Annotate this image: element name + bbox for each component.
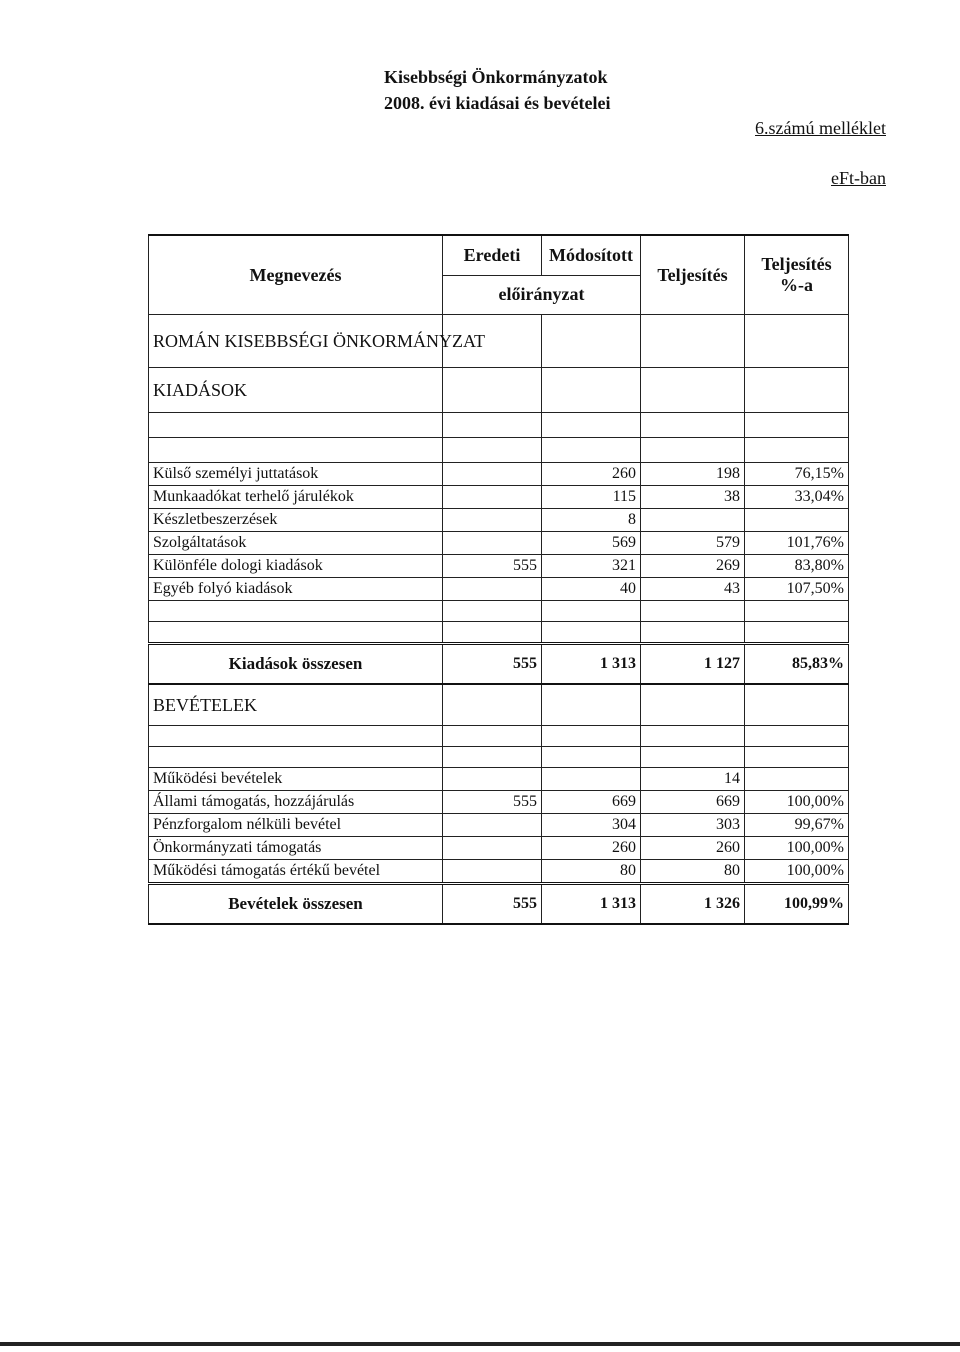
cell-mod: 8 [542,509,641,532]
spacer-row [149,622,849,644]
cell-act: 579 [641,532,745,555]
cell-act: 303 [641,814,745,837]
cell-orig [443,837,542,860]
table-row [149,463,849,486]
org-row [149,315,849,368]
revenues-total-row [149,884,849,925]
expenses-total-row [149,644,849,685]
cell-name: Készletbeszerzések [149,509,443,532]
cell-name: Önkormányzati támogatás [149,837,443,860]
cell-act: 669 [641,791,745,814]
cell-name: Pénzforgalom nélküli bevétel [149,814,443,837]
revenues-total-act: 1 326 [641,884,745,925]
cell-pct: 107,50% [745,578,849,601]
table-row [149,860,849,884]
org-name: ROMÁN KISEBBSÉGI ÖNKORMÁNYZAT [149,315,443,368]
col-header-name: Megnevezés [149,235,443,315]
cell-mod: 40 [542,578,641,601]
cell-name: Különféle dologi kiadások [149,555,443,578]
unit-label: eFt-ban [831,168,886,188]
cell-orig: 555 [443,555,542,578]
revenues-total-mod: 1 313 [542,884,641,925]
table-row [149,532,849,555]
col-header-modified: Módosított [542,235,641,275]
cell-pct: 33,04% [745,486,849,509]
table-row [149,486,849,509]
expenses-section-row [149,368,849,413]
table-header-row [149,235,849,275]
spacer-row [149,413,849,438]
cell-act [641,509,745,532]
cell-orig [443,463,542,486]
cell-pct: 100,00% [745,860,849,884]
cell-mod: 304 [542,814,641,837]
cell-orig [443,486,542,509]
expenses-total-pct: 85,83% [745,644,849,685]
cell-pct: 100,00% [745,837,849,860]
cell-mod: 569 [542,532,641,555]
annex-label: 6.számú melléklet [755,118,886,138]
cell-pct [745,768,849,791]
cell-pct: 83,80% [745,555,849,578]
cell-act: 14 [641,768,745,791]
cell-mod: 321 [542,555,641,578]
spacer-row [149,747,849,768]
cell-orig [443,509,542,532]
cell-orig [443,768,542,791]
col-header-actual-pct-line1: Teljesítés [761,254,832,274]
revenues-total-orig: 555 [443,884,542,925]
table-row [149,837,849,860]
cell-pct: 76,15% [745,463,849,486]
expenses-total-label: Kiadások összesen [149,644,443,685]
cell-mod [542,768,641,791]
cell-orig: 555 [443,791,542,814]
cell-act: 43 [641,578,745,601]
table-row [149,791,849,814]
table-row [149,768,849,791]
expenses-label: KIADÁSOK [149,368,443,413]
cell-act: 269 [641,555,745,578]
col-header-actual: Teljesítés [641,235,745,315]
cell-act: 80 [641,860,745,884]
cell-name: Működési támogatás értékű bevétel [149,860,443,884]
spacer-row [149,438,849,463]
revenues-total-pct: 100,99% [745,884,849,925]
col-header-actual-pct [745,235,849,315]
expenses-total-act: 1 127 [641,644,745,685]
document-title: Kisebbségi Önkormányzatok [384,67,608,87]
revenues-section-row [149,684,849,726]
col-header-original: Eredeti [443,235,542,275]
cell-name: Szolgáltatások [149,532,443,555]
col-header-appropriation: előirányzat [443,275,641,315]
cell-pct: 100,00% [745,791,849,814]
cell-mod: 260 [542,837,641,860]
budget-table [148,234,848,925]
cell-mod: 669 [542,791,641,814]
cell-name: Állami támogatás, hozzájárulás [149,791,443,814]
cell-name: Működési bevételek [149,768,443,791]
spacer-row [149,726,849,747]
table-row [149,509,849,532]
spacer-row [149,601,849,622]
cell-pct: 101,76% [745,532,849,555]
revenues-label: BEVÉTELEK [149,684,443,726]
cell-name: Külső személyi juttatások [149,463,443,486]
expenses-total-orig: 555 [443,644,542,685]
table-row [149,555,849,578]
cell-pct [745,509,849,532]
cell-mod: 260 [542,463,641,486]
cell-mod: 115 [542,486,641,509]
cell-orig [443,860,542,884]
table-row [149,578,849,601]
page-bottom-border [0,1342,960,1346]
cell-act: 38 [641,486,745,509]
col-header-actual-pct-line2: %-a [780,275,813,295]
cell-name: Munkaadókat terhelő járulékok [149,486,443,509]
cell-orig [443,578,542,601]
table-row [149,814,849,837]
cell-orig [443,814,542,837]
document-subtitle: 2008. évi kiadásai és bevételei [384,93,611,113]
expenses-total-mod: 1 313 [542,644,641,685]
cell-mod: 80 [542,860,641,884]
cell-act: 198 [641,463,745,486]
cell-name: Egyéb folyó kiadások [149,578,443,601]
cell-orig [443,532,542,555]
cell-act: 260 [641,837,745,860]
cell-pct: 99,67% [745,814,849,837]
revenues-total-label: Bevételek összesen [149,884,443,925]
